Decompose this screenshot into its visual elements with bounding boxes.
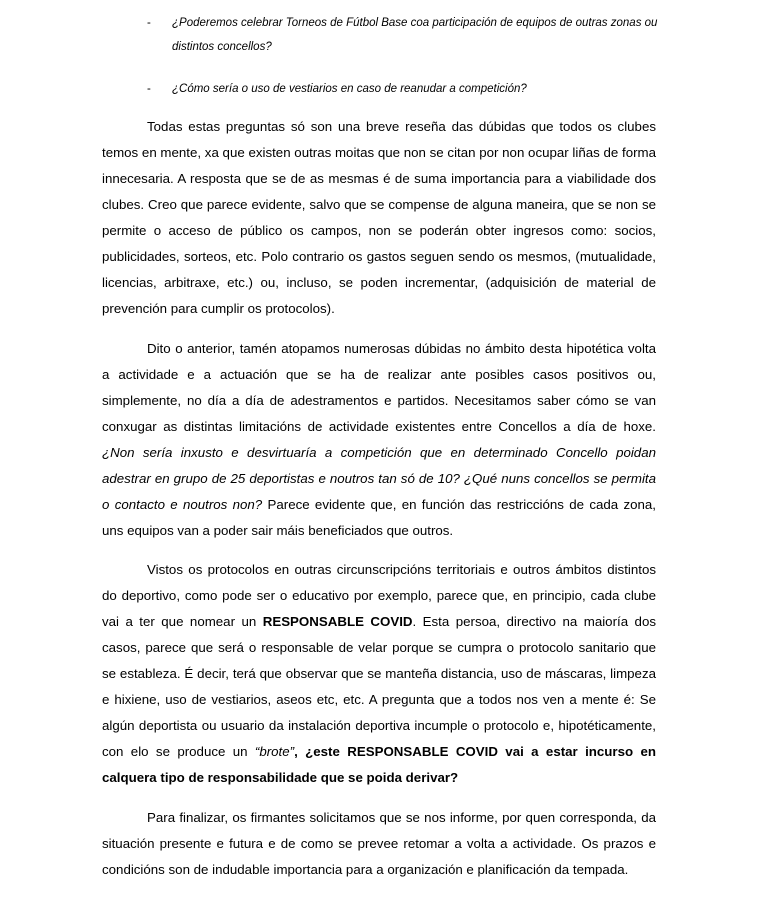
paragraph-text: Parece evidente que, en función das restriccións de cada zona, uns equipos van a poder sair máis beneficiados que outros. [102,497,656,538]
paragraph-text: Vistos os protocolos en outras circunscripcións territoriais e outros ámbitos distintos do deportivo, como pode ser o educativo por exemplo, parece que, en principio, cada clube vai a ter que nomear un [102,562,656,629]
bullet-text: ¿Cómo sería o uso de vestiarios en caso de reanudar a competición? [172,83,527,95]
bullet-dash: - [147,17,151,29]
paragraph-text: Dito o anterior, tamén atopamos numerosas dúbidas no ámbito desta hipotética volta a actividade e a actuación que se ha de realizar ante posibles casos positivos ou, simplemente, no día a día de adestramentos e partidos. Necesitamos saber cómo se van conxugar as distintas limitacións de actividade existentes entre Concellos a día de hoxe. [102,341,656,434]
bullet-text: ¿Poderemos celebrar Torneos de Fútbol Base coa participación de equipos de outras zonas ou distintos concellos? [172,17,658,53]
italic-question: ¿Non sería inxusto e desvirtuaría a competición que en determinado Concello poidan adestrar en grupo de 25 deportistas e noutros tan só de 10? ¿Qué nuns concellos se permita o contacto e noutros non? [102,445,656,512]
bold-term: RESPONSABLE COVID [262,614,413,629]
bullet-dash: - [147,83,151,95]
paragraph-activity [102,336,656,544]
paragraph-text: . Esta persoa, directivo na maioría dos casos, parece que será o responsable de velar porque se cumpra o protocolo sanitario que se estableza. É decir, terá que observar que se manteña distancia, uso de máscaras, limpeza e hixiene, uso de vestiarios, aseos etc, etc. A pregunta que a todos nos ven a mente é: Se algún deportista ou usuario da instalación deportiva incumple o protocolo e, hipotéticamente, con elo se produce un [102,614,656,759]
paragraph-closing: Para finalizar, os firmantes solicitamos que se nos informe, por quen corresponda, da situación presente e futura e de como se prevee retomar a volta a actividade. Os prazos e condicións son de indudable importancia para a organización e planificación da tempada. [102,810,656,877]
paragraph-doubts: Todas estas preguntas só son una breve reseña das dúbidas que todos os clubes temos en mente, xa que existen outras moitas que non se citan por non ocupar liñas de forma innecesaria. A resposta que se de as mesmas é de suma importancia para a viabilidade dos clubes. Creo que parece evidente, salvo que se compense de alguna maneira, que se non se permite o acceso de público os campos, non se poderán obter ingresos como: socios, publicidades, sorteos, etc. Polo contrario os gastos seguen sendo os mesmos, (mutualidade, licencias, arbitraxe, etc.) ou, incluso, se poden incrementar, (adquisición de material de prevención para cumplir os protocolos). [102,119,656,316]
italic-quote: “brote” [254,744,295,759]
bold-question: , ¿este RESPONSABLE COVID vai a estar incurso en calquera tipo de responsabilidade que se poida derivar? [102,744,656,785]
paragraph-responsable [102,557,656,791]
